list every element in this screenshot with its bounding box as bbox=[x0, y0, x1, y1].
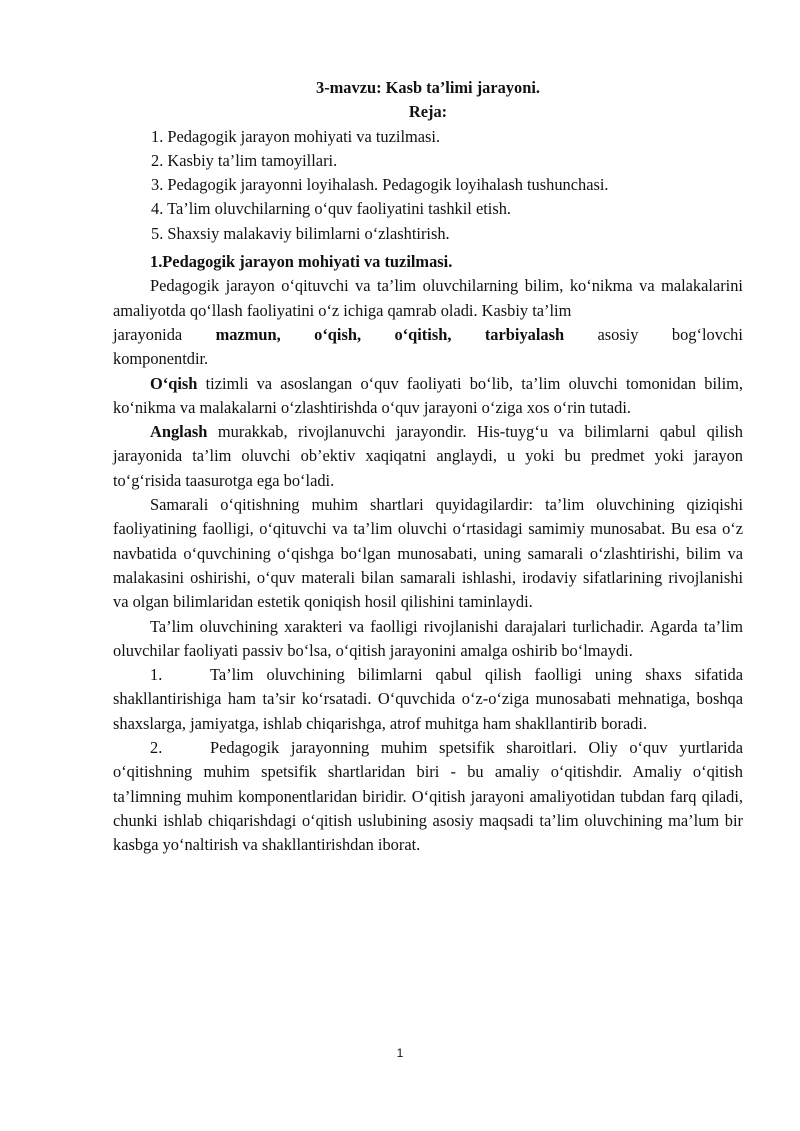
word: jarayonida bbox=[113, 324, 183, 344]
bold-term: Anglash bbox=[150, 422, 208, 442]
paragraph-1-text: Pedagogik jarayon o‘qituvchi va ta’lim oluvchilarning bilim, ko‘nikma va malakalarini amaliyotda qo‘llash faoliyatini o‘z ichiga qamrab oladi. Kasbiy ta’lim bbox=[113, 276, 743, 320]
paragraph-number: 2. bbox=[150, 738, 163, 758]
paragraph-2 bbox=[113, 372, 743, 421]
plan-item: 1. Pedagogik jarayon mohiyati va tuzilmasi. bbox=[151, 126, 441, 146]
word: bog‘lovchi bbox=[671, 324, 743, 344]
paragraph-4: Samarali o‘qitishning muhim shartlari quyidagilardir: ta’lim oluvchining qiziqishi faoliyatining faolligi, o‘qituvchi va ta’lim oluvchi o‘rtasidagi samimiy munosabat. Bu esa o‘z navbatida o‘quvchining o‘qishga bo‘lgan munosabati, uning samarali o‘zlashtirishi, bilim va malakasini oshirishi, o‘quv materali bilan samarali ishlashi, irodaviy sifatlarining rivojlanishi va olgan bilimlaridan estetik qoniqish hosil qilishini taminlaydi. bbox=[113, 495, 743, 612]
page-title: 3-mavzu: Kasb ta’limi jarayoni. bbox=[316, 78, 540, 97]
bold-term: mazmun, bbox=[215, 324, 281, 344]
bold-term: tarbiyalash bbox=[484, 324, 565, 344]
numbered-paragraph-2 bbox=[113, 736, 743, 857]
plan-item: 5. Shaxsiy malakaviy bilimlarni o‘zlashtirish. bbox=[151, 223, 450, 243]
numbered-paragraph-2-text: Pedagogik jarayonning muhim spetsifik sharoitlari. Oliy o‘quv yurtlarida o‘qitishning muhim spetsifik shartlaridan biri - bu amaliy o‘qitishdir. Amaliy o‘qitish ta’limning muhim komponentlaridan biridir. O‘qitish jarayoni amaliyotidan tubdan farq qiladi, chunki ishlab chiqarishdagi o‘qitish uslubining asosiy maqsadi ta’lim oluvchining ma’lum bir kasbga yo‘naltirish va shakllantirishdan iborat. bbox=[113, 738, 743, 855]
bold-term: o‘qish, bbox=[314, 324, 362, 344]
numbered-paragraph-1-text: Ta’lim oluvchining bilimlarni qabul qilish faolligi uning shaxs sifatida shakllantirishiga ham ta’sir ko‘rsatadi. O‘quvchida o‘z-o‘ziga munosabati mehnatiga, boshqa shaxslarga, jamiyatga, ishlab chiqarishga, atrof muhitga ham shakllantirib boradi. bbox=[113, 665, 743, 733]
plan-item: 2. Kasbiy ta’lim tamoyillari. bbox=[151, 150, 338, 170]
plan-item: 4. Ta’lim oluvchilarning o‘quv faoliyatini tashkil etish. bbox=[151, 199, 511, 219]
document-page bbox=[113, 76, 743, 858]
paragraph-number: 1. bbox=[150, 665, 163, 685]
page-number: 1 bbox=[396, 1046, 404, 1060]
plan-list bbox=[113, 125, 743, 246]
paragraph-1 bbox=[113, 274, 743, 323]
bold-term: O‘qish bbox=[150, 373, 198, 393]
paragraph-2-text: tizimli va asoslangan o‘quv faoliyati bo‘lib, ta’lim oluvchi tomonidan bilim, ko‘nikma va malakalarni o‘zlashtirishda o‘quv jarayoni o‘ziga xos o‘rin tutadi. bbox=[113, 373, 743, 417]
paragraph-3-text: murakkab, rivojlanuvchi jarayondir. His-tuyg‘u va bilimlarni qabul qilish jarayonida ta’lim oluvchi ob’ektiv xaqiqatni anglaydi, u yoki bu predmet yoki jarayon to‘g‘risida taasurotga ega bo‘ladi. bbox=[113, 422, 743, 490]
plan-item: 3. Pedagogik jarayonni loyihalash. Pedagogik loyihalash tushunchasi. bbox=[151, 175, 609, 195]
paragraph-1-line-4: komponentdir. bbox=[113, 349, 209, 369]
paragraph-3 bbox=[113, 420, 743, 493]
paragraph-1-line-3 bbox=[113, 323, 743, 347]
section-heading: 1.Pedagogik jarayon mohiyati va tuzilmasi. bbox=[150, 252, 453, 272]
word: asosiy bbox=[597, 324, 639, 344]
numbered-paragraph-1 bbox=[113, 663, 743, 736]
paragraph-5: Ta’lim oluvchining xarakteri va faolligi rivojlanishi darajalari turlichadir. Agarda ta’lim oluvchilar faoliyati passiv bo‘lsa, o‘qitish jarayonini amalga oshirib bo‘lmaydi. bbox=[113, 616, 743, 660]
plan-heading: Reja: bbox=[408, 102, 448, 122]
bold-term: o‘qitish, bbox=[394, 324, 452, 344]
